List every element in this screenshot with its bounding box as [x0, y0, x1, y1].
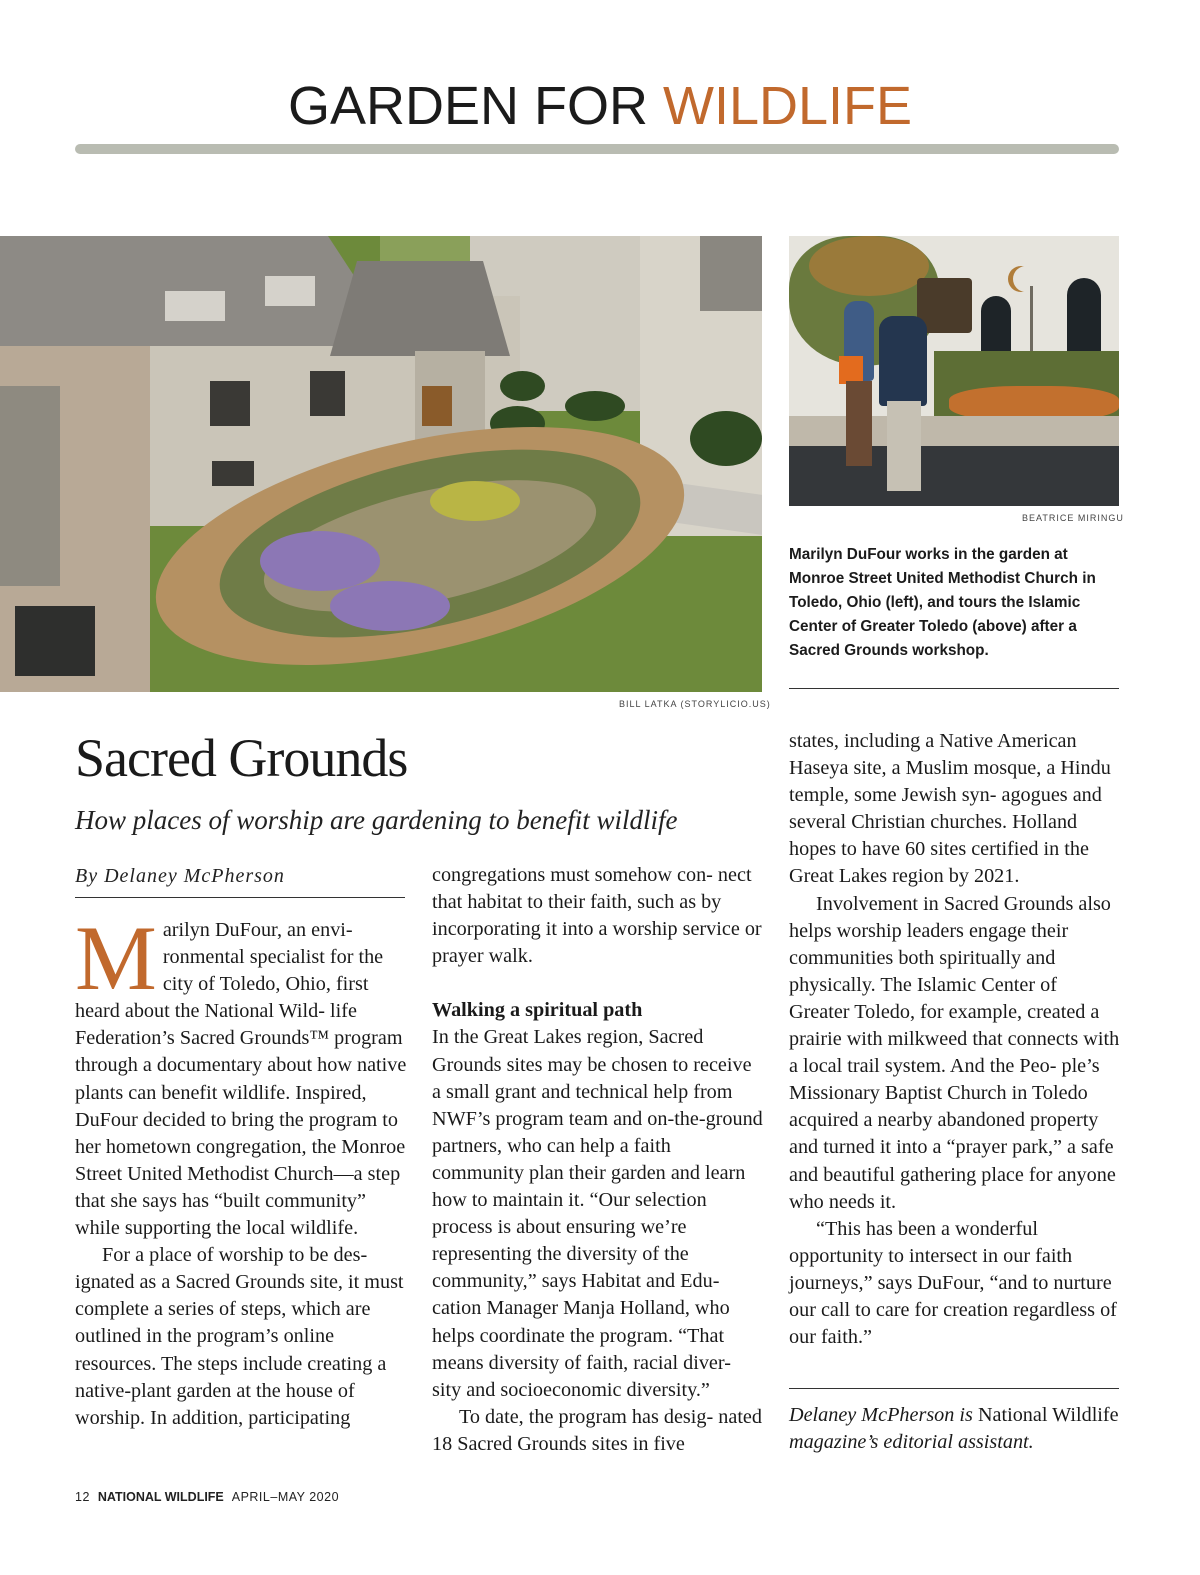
col1-paragraph-2: For a place of worship to be des- ignated as a Sacred Grounds site, it must complete a series of steps, which are outlined in the program’s online resources. The steps include creating a native-plant garden at the house of worship. In addition, participating: [75, 1244, 404, 1429]
main-photo-credit: BILL LATKA (STORYLICIO.US): [619, 699, 771, 709]
section-title-part1: GARDEN FOR: [287, 76, 663, 136]
bio-is: is: [954, 1404, 978, 1426]
bio-magazine: National Wildlife: [977, 1404, 1119, 1426]
col3-paragraph-1: states, including a Native American Haseya site, a Muslim mosque, a Hindu temple, some Jewish syn- agogues and several Christian churches. Holland hopes to have 60 sites certified in the Great Lakes region by 2021.: [789, 730, 1111, 888]
col3-paragraph-3: “This has been a wonderful opportunity to intersect in our faith journeys,” says DuFour, “and to nurture our call to care for creation regardless of our faith.”: [789, 1217, 1117, 1349]
column-3: [789, 728, 1121, 1351]
article-headline: Sacred Grounds: [75, 728, 408, 788]
bio-role: magazine’s editorial assistant.: [789, 1431, 1034, 1454]
col1-lead: arilyn DuFour, an envi- ronmental specialist for the city of Toledo, Ohio, first heard about the National Wild- life Federation’s Sacred Grounds™ program through a documentary about how native plants can benefit wildlife. Inspired, DuFour decided to bring the program to her hometown congregation, the Monroe Street United Methodist Church—a step that she says has “built community” while supporting the local wildlife.: [75, 919, 407, 1240]
header-rule: [75, 144, 1119, 154]
article-dek: How places of worship are gardening to benefit wildlife: [75, 805, 678, 835]
magazine-name: NATIONAL WILDLIFE: [97, 1490, 224, 1504]
article-byline: By Delaney McPherson: [75, 865, 285, 887]
page-footer: [75, 1490, 339, 1504]
column-2: [432, 862, 764, 1458]
byline-rule: [75, 897, 405, 898]
caption-rule: [789, 688, 1119, 689]
column-1: [75, 907, 407, 1432]
side-photo-credit: BEATRICE MIRINGU: [1022, 513, 1124, 523]
col2-paragraph-3: To date, the program has desig- nated 18 Sacred Grounds sites in five: [432, 1405, 762, 1455]
col3-paragraph-2: Involvement in Sacred Grounds also helps worship leaders engage their communities both spiritually and physically. The Islamic Center of Greater Toledo, for example, created a prairie with milkweed that connects with a local trail system. And the Peo- ple’s Missionary Baptist Church in Toledo acquired a nearby abandoned property and turned it into a “prayer park,” a safe and beautiful gathering place for anyone who needs it.: [789, 892, 1120, 1213]
page-number: 12: [75, 1490, 90, 1504]
col2-paragraph-2: In the Great Lakes region, Sacred Grounds sites may be chosen to receive a small grant and technical help from NWF’s program team and on-the-ground partners, who can help a faith community plan their garden and learn how to maintain it. “Our selection process is about ensuring we’re representing the diversity of the community,” says Habitat and Edu- cation Manager Manja Holland, who helps coordinate the program. “That means diversity of faith, racial diver- sity and socioeconomic diversity.”: [432, 1026, 763, 1401]
drop-cap: M: [75, 907, 157, 1009]
subhead: Walking a spiritual path: [432, 999, 643, 1022]
issue-date: APRIL–MAY 2020: [231, 1490, 340, 1504]
section-title: [0, 74, 1200, 138]
author-bio: [789, 1402, 1129, 1456]
bio-rule: [789, 1388, 1119, 1389]
bio-name: Delaney McPherson: [789, 1404, 955, 1426]
photo-caption: Marilyn DuFour works in the garden at Monroe Street United Methodist Church in Toledo, Ohio (left), and tours the Islamic Center of Greater Toledo (above) after a Sacred Grounds workshop.: [789, 546, 1096, 659]
church-garden-photo: [0, 236, 762, 692]
col2-paragraph-1: congregations must somehow con- nect that habitat to their faith, such as by incorporating it into a worship service or prayer walk.: [432, 864, 762, 968]
section-title-part2: WILDLIFE: [662, 76, 913, 136]
islamic-center-photo: [789, 236, 1119, 506]
